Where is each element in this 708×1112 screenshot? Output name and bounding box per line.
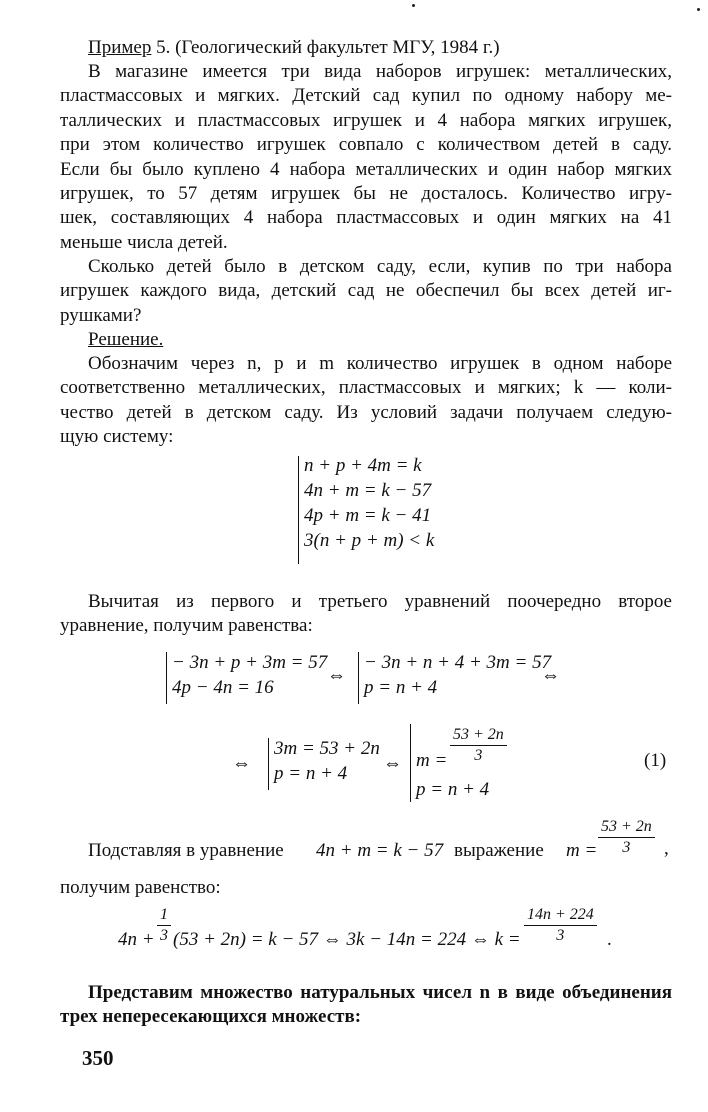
system-brace <box>166 652 167 704</box>
page-number: 350 <box>82 1046 114 1070</box>
text-line: щую систему: <box>60 426 174 448</box>
system-brace <box>358 652 359 704</box>
fraction-denominator: 3 <box>556 927 565 944</box>
system-brace <box>298 456 299 564</box>
equation: p = n + 4 <box>416 779 490 800</box>
fraction-denominator: 3 <box>160 927 168 944</box>
fraction <box>157 906 171 945</box>
text-line: Обозначим через n, p и m количество игрушек в одном наборе <box>88 353 672 374</box>
equivalence-symbol: ⇔ <box>541 665 560 686</box>
problem-statement <box>60 60 672 255</box>
equation: (53 + 2n) = k − 57 ⇔ 3k − 14n = 224 ⇔ k = <box>173 929 521 950</box>
example-heading <box>60 36 672 60</box>
equivalence-symbol: ⇔ <box>383 753 402 774</box>
equation: 4p − 4n = 16 <box>172 677 274 698</box>
equivalence-symbol: ⇔ <box>232 753 251 774</box>
fraction-denominator: 3 <box>622 839 631 856</box>
solution-heading <box>60 328 672 352</box>
equivalence-symbol: ⇔ <box>327 665 346 686</box>
text-line: уравнение, получим равенства: <box>60 615 313 637</box>
text-line: соответственно металлических, пластмассовых и мягких; k — коли- <box>60 377 672 399</box>
equation: 4n + m = k − 57 <box>304 480 432 501</box>
subtract-paragraph <box>60 590 672 639</box>
substitute-text: Подставляя в уравнение <box>88 840 284 861</box>
equation: 3(n + p + m) < k <box>304 530 435 551</box>
equation: 3m = 53 + 2n <box>274 738 380 759</box>
text-line: пластмассовых и мягких. Детский сад купил по одному набору ме- <box>60 85 672 107</box>
system-brace <box>268 738 269 790</box>
substitute-text: выражение <box>454 840 544 861</box>
text-line: Если бы было куплено 4 набора металлических и один набор мягких <box>60 158 672 180</box>
equation-system-2b <box>364 650 551 700</box>
equation: m = <box>416 750 448 771</box>
punctuation: . <box>607 929 612 950</box>
equation: 4p + m = k − 41 <box>304 505 432 526</box>
print-speck <box>697 8 700 11</box>
text-line: В магазине имеется три вида наборов игрушек: металлических, <box>88 61 672 82</box>
text-line: трех непересекающихся множеств: <box>60 1006 362 1028</box>
fraction-denominator: 3 <box>474 747 483 764</box>
equation-system-3a <box>274 736 380 786</box>
text-line: Представим множество натуральных чисел n в виде объединения <box>88 982 672 1003</box>
system-brace <box>410 724 411 802</box>
equation: p = n + 4 <box>274 763 348 784</box>
problem-question <box>60 255 672 328</box>
print-speck <box>412 4 415 7</box>
equation: − 3n + p + 3m = 57 <box>172 652 328 673</box>
text-line: рушками? <box>60 304 142 326</box>
text-line: чество детей в детском саду. Из условий задачи получаем следую- <box>60 401 672 423</box>
notation-paragraph <box>60 352 672 450</box>
example-source: 5. (Геологический факультет МГУ, 1984 г.) <box>151 37 500 58</box>
fraction-numerator: 1 <box>157 906 171 926</box>
solution-label: Решение. <box>88 329 164 350</box>
inline-equation: m = <box>566 840 598 861</box>
text-line: меньше числа детей. <box>60 231 228 253</box>
text-line: шек, составляющих 4 набора пластмассовых и один мягких на 41 <box>60 207 672 229</box>
text-line: при этом количество игрушек совпало с количеством детей в саду. <box>60 134 672 156</box>
text-line: игрушек каждого вида, детский сад не обеспечил бы всех детей иг- <box>60 280 672 302</box>
text-line: игрушек, то 57 детям игрушек бы не досталось. Количество игру- <box>60 183 672 205</box>
equation: − 3n + n + 4 + 3m = 57 <box>364 652 552 673</box>
represent-paragraph <box>60 981 672 1030</box>
punctuation: , <box>664 838 669 859</box>
equation-system-2a <box>172 650 327 700</box>
text-line: Сколько детей было в детском саду, если, купив по три набора <box>88 256 672 277</box>
fraction-numerator: 53 + 2n <box>598 818 655 838</box>
text-line: получим равенство: <box>60 877 221 898</box>
fraction-numerator: 53 + 2n <box>450 726 507 746</box>
equation-system-1 <box>304 453 434 553</box>
text-line: таллических и пластмассовых игрушек и 4 набора мягких игрушек, <box>60 109 672 131</box>
inline-equation: 4n + m = k − 57 <box>316 840 444 861</box>
example-label: Пример <box>88 37 152 58</box>
equation-number: (1) <box>644 750 667 771</box>
equation: p = n + 4 <box>364 677 438 698</box>
equation: n + p + 4m = k <box>304 455 422 476</box>
fraction <box>598 818 655 857</box>
equation: 4n + <box>118 929 155 950</box>
fraction-numerator: 14n + 224 <box>524 906 597 926</box>
text-line: Вычитая из первого и третьего уравнений поочередно второе <box>88 591 672 612</box>
fraction <box>450 726 507 765</box>
fraction <box>524 906 597 945</box>
